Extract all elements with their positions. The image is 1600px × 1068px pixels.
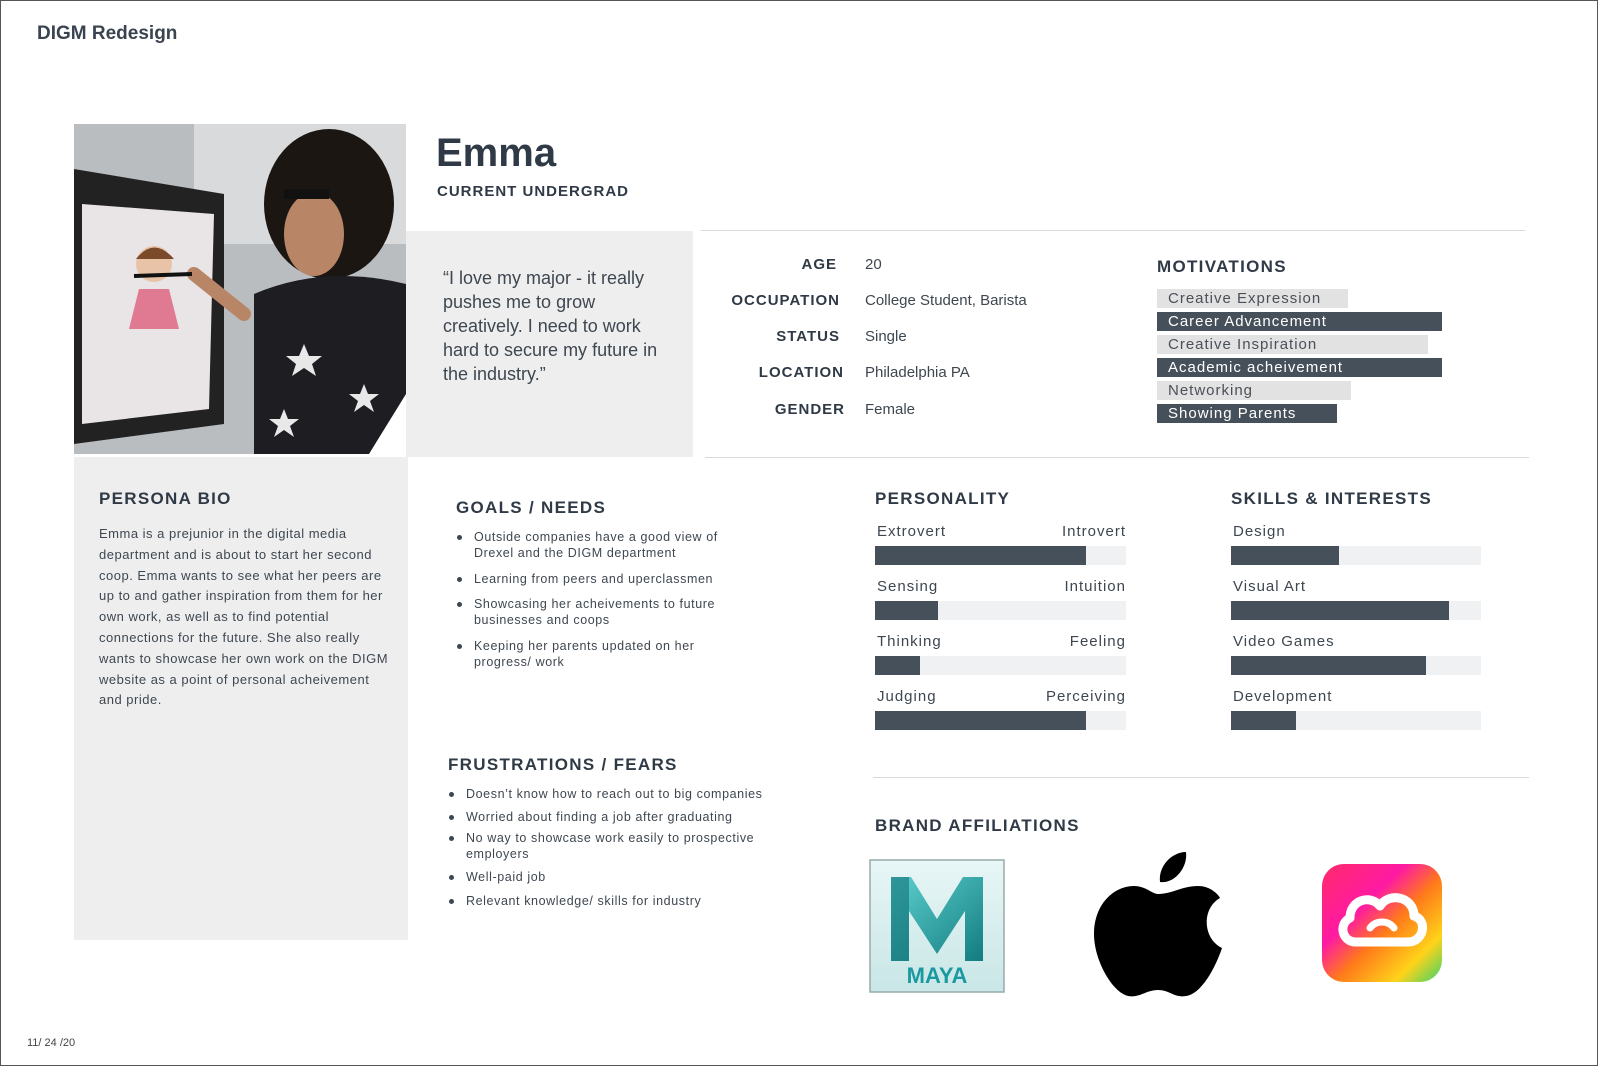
personality-right-label: Feeling: [1069, 633, 1126, 650]
frustrations-heading: FRUSTRATIONS / FEARS: [448, 755, 678, 774]
skill-track: [1231, 601, 1481, 620]
personality-track: [875, 711, 1126, 730]
personality-right-label: Introvert: [1061, 523, 1126, 540]
goal-item: Keeping her parents updated on her progress/ work: [456, 638, 756, 670]
personality-track: [875, 546, 1126, 565]
demo-label-occupation: OCCUPATION: [731, 292, 840, 309]
frustrations-list: [448, 786, 778, 909]
motivation-item: Creative Expression: [1157, 289, 1348, 308]
personality-right-label: Intuition: [1064, 578, 1126, 595]
apple-logo-icon: [1094, 852, 1222, 1002]
motivation-item: Creative Inspiration: [1157, 335, 1428, 354]
brands-heading: BRAND AFFILIATIONS: [875, 816, 1080, 835]
demo-value-location: Philadelphia PA: [865, 364, 970, 381]
apple-logo: [1094, 852, 1222, 1002]
divider-middle: [705, 457, 1529, 458]
demo-value-status: Single: [865, 328, 907, 345]
frustration-item: Well-paid job: [448, 869, 778, 885]
goal-item: Outside companies have a good view of Drexel and the DIGM department: [456, 529, 756, 561]
skill-label: Design: [1233, 523, 1286, 540]
persona-quote: “I love my major - it really pushes me to grow creatively. I need to work hard to secure my future in the industry.”: [443, 268, 658, 384]
demo-value-age: 20: [865, 256, 882, 273]
frustration-item: Relevant knowledge/ skills for industry: [448, 893, 778, 909]
maya-logo-icon: [869, 859, 1005, 993]
demo-value-occupation: College Student, Barista: [865, 292, 1027, 309]
personality-fill: [875, 656, 920, 675]
skill-track: [1231, 656, 1481, 675]
motivation-item: Showing Parents: [1157, 404, 1337, 423]
persona-photo: [74, 124, 406, 454]
persona-role: CURRENT UNDERGRAD: [437, 183, 629, 200]
personality-fill: [875, 546, 1086, 565]
personality-left-label: Judging: [877, 688, 937, 705]
skill-fill: [1231, 711, 1296, 730]
demo-label-age: AGE: [801, 256, 837, 273]
bio-heading: PERSONA BIO: [99, 489, 232, 508]
maya-logo: [869, 859, 1005, 993]
frustration-item: Doesn’t know how to reach out to big companies: [448, 786, 778, 802]
demo-value-gender: Female: [865, 401, 916, 418]
footer-date: 11/ 24 /20: [27, 1037, 76, 1049]
document-title: DIGM Redesign: [37, 23, 178, 44]
motivation-item: Networking: [1157, 381, 1351, 400]
goal-item: Showcasing her acheivements to future businesses and coops: [456, 596, 756, 628]
bio-text: Emma is a prejunior in the digital media department and is about to start her second coop. Emma wants to see what her peers are up to and gather inspiration from them for her own work, as well as to find potential connections for the future. She also really wants to showcase her own work on the DIGM website as a point of personal acheivement and pride.: [99, 526, 389, 708]
frustration-item: Worried about finding a job after graduating: [448, 809, 778, 825]
skill-track: [1231, 711, 1481, 730]
goal-item: Learning from peers and uperclassmen: [456, 571, 756, 587]
skill-fill: [1231, 546, 1339, 565]
goals-heading: GOALS / NEEDS: [456, 498, 607, 517]
goals-list: [456, 529, 756, 670]
persona-name: Emma: [436, 131, 557, 175]
personality-fill: [875, 711, 1086, 730]
demo-label-location: LOCATION: [758, 364, 844, 381]
divider-top: [701, 230, 1525, 231]
motivation-item: Career Advancement: [1157, 312, 1442, 331]
skill-fill: [1231, 656, 1426, 675]
skill-fill: [1231, 601, 1449, 620]
personality-heading: PERSONALITY: [875, 489, 1011, 508]
personality-right-label: Perceiving: [1045, 688, 1126, 705]
skill-label: Development: [1233, 688, 1333, 705]
personality-track: [875, 601, 1126, 620]
motivations-heading: MOTIVATIONS: [1157, 257, 1287, 276]
personality-left-label: Sensing: [877, 578, 939, 595]
personality-left-label: Thinking: [877, 633, 942, 650]
maya-logo-text: MAYA: [906, 963, 968, 988]
creative-cloud-icon: [1322, 864, 1442, 982]
adobe-creative-cloud-logo: [1322, 864, 1442, 982]
skill-label: Visual Art: [1233, 578, 1307, 595]
persona-photo-illustration: [74, 124, 406, 454]
personality-left-label: Extrovert: [877, 523, 947, 540]
skills-heading: SKILLS & INTERESTS: [1231, 489, 1432, 508]
motivation-item: Academic acheivement: [1157, 358, 1442, 377]
demo-label-status: STATUS: [776, 328, 840, 345]
frustration-item: No way to showcase work easily to prospective employers: [448, 830, 778, 862]
personality-fill: [875, 601, 938, 620]
personality-track: [875, 656, 1126, 675]
demo-label-gender: GENDER: [774, 401, 845, 418]
skill-label: Video Games: [1233, 633, 1335, 650]
divider-brands: [873, 777, 1529, 778]
skill-track: [1231, 546, 1481, 565]
